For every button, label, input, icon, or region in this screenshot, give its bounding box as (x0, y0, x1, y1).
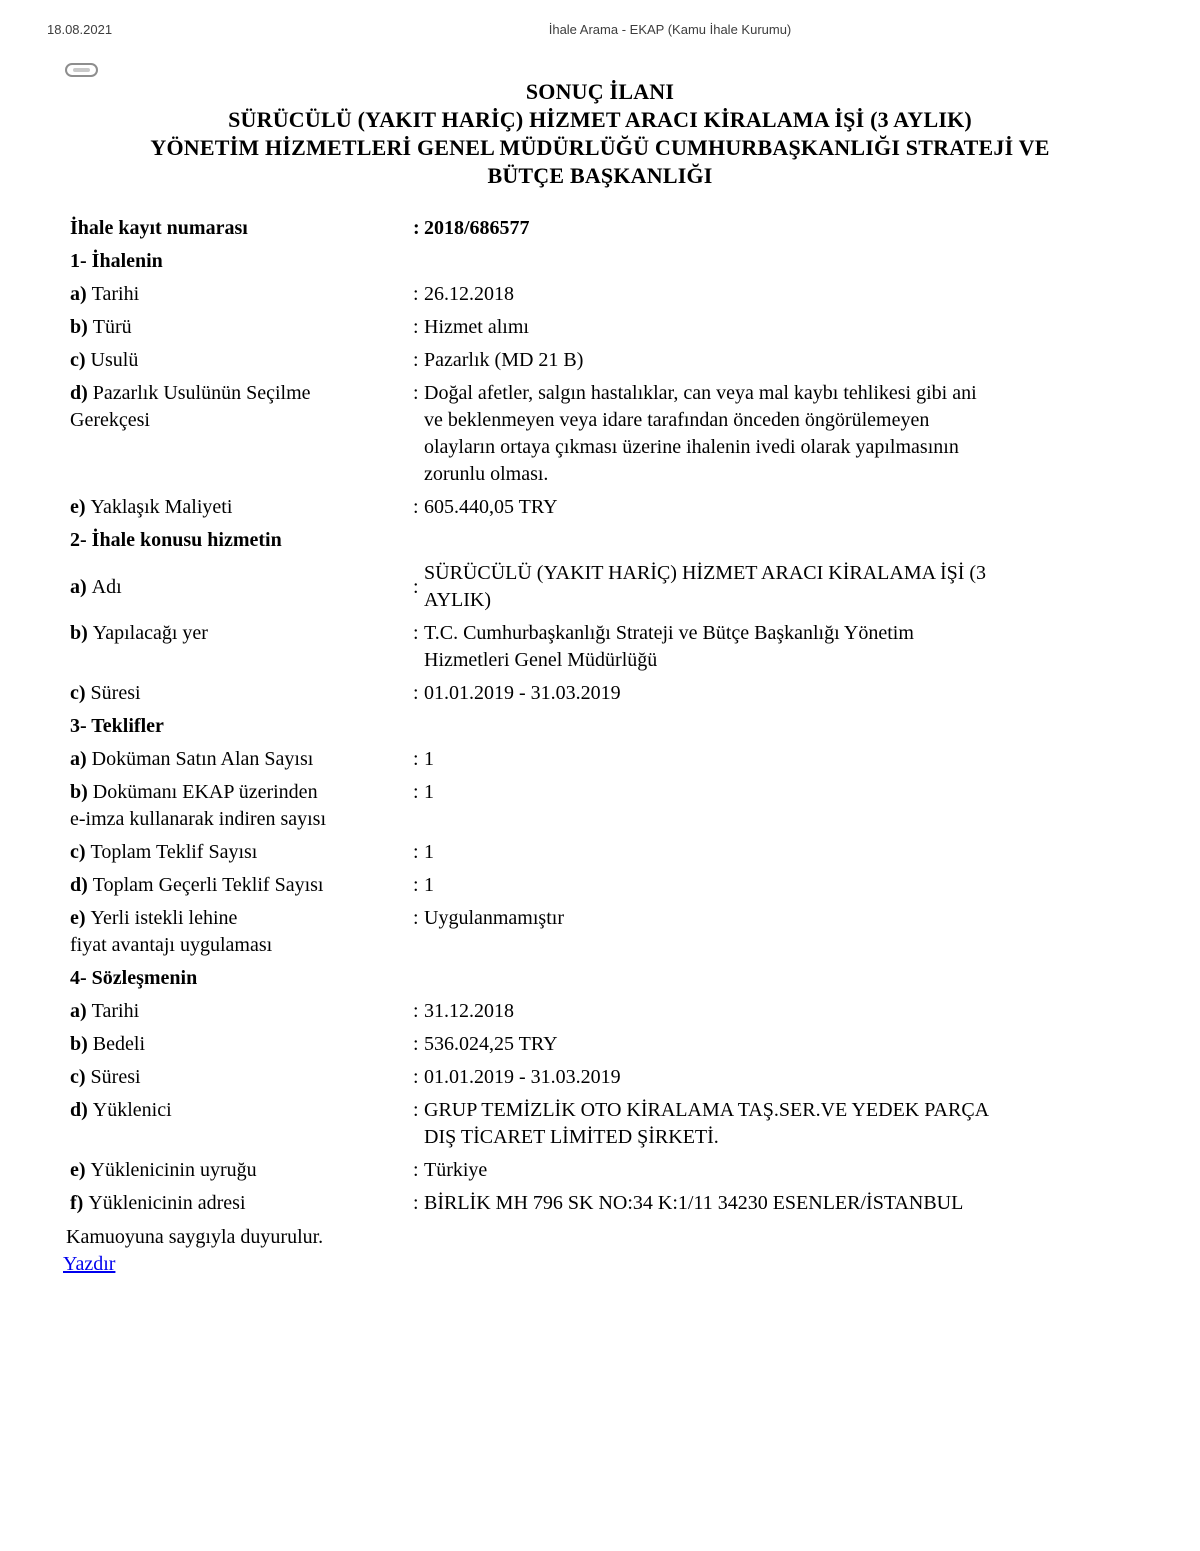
section-title: 2- İhale konusu hizmetin (70, 529, 282, 551)
section-row (70, 710, 989, 743)
document-header-title: İhale Arama - EKAP (Kamu İhale Kurumu) (548, 22, 792, 37)
table-row (70, 743, 989, 776)
row-letter: b) (70, 1033, 88, 1055)
colon-separator: : (413, 781, 419, 803)
table-row (70, 776, 989, 836)
row-label: b) Türü (70, 316, 132, 338)
table-row (70, 902, 989, 962)
row-letter: f) (70, 1192, 84, 1214)
row-label: f) Yüklenicinin adresi (70, 1192, 246, 1214)
colon-separator: : (413, 1192, 419, 1214)
table-row (70, 557, 989, 617)
colon-separator: : (413, 496, 419, 518)
row-label: İhale kayıt numarası (70, 217, 248, 239)
row-letter: a) (70, 283, 87, 305)
row-label: d) Yüklenici (70, 1099, 172, 1121)
table-row (70, 344, 989, 377)
section-title: 4- Sözleşmenin (70, 967, 198, 989)
row-value: Uygulanmamıştır (424, 907, 564, 929)
row-letter: c) (70, 841, 86, 863)
tender-details-table (70, 212, 989, 1220)
table-row (70, 1154, 989, 1187)
row-letter: b) (70, 622, 88, 644)
colon-separator: : (413, 622, 419, 644)
row-label: b) Yapılacağı yer (70, 622, 208, 644)
row-value: SÜRÜCÜLÜ (YAKIT HARİÇ) HİZMET ARACI KİRALAMA İŞİ (3 AYLIK) (424, 562, 987, 611)
print-date: 18.08.2021 (47, 22, 113, 37)
announcement-title: SONUÇ İLANI (525, 79, 675, 104)
colon-separator: : (413, 217, 420, 239)
table-row (70, 617, 989, 677)
row-value: Hizmet alımı (424, 316, 529, 338)
row-letter: a) (70, 1000, 87, 1022)
colon-separator: : (413, 575, 419, 598)
row-label: d) Toplam Geçerli Teklif Sayısı (70, 874, 324, 896)
row-label: e) Yerli istekli lehine fiyat avantajı uygulaması (70, 907, 273, 956)
colon-separator: : (413, 874, 419, 896)
table-row (70, 1094, 989, 1154)
row-letter: d) (70, 382, 88, 404)
row-label: c) Süresi (70, 1066, 141, 1088)
section-row (70, 524, 989, 557)
table-row (70, 1028, 989, 1061)
table-row (70, 491, 989, 524)
row-value: 31.12.2018 (424, 1000, 514, 1022)
row-value: BİRLİK MH 796 SK NO:34 K:1/11 34230 ESENLER/İSTANBUL (424, 1192, 964, 1214)
row-label: b) Dokümanı EKAP üzerinden e-imza kullanarak indiren sayısı (70, 781, 327, 830)
announcement-subtitle-line: YÖNETİM HİZMETLERİ GENEL MÜDÜRLÜĞÜ CUMHURBAŞKANLIĞI STRATEJİ VE (150, 135, 1050, 160)
row-label: d) Pazarlık Usulünün Seçilme Gerekçesi (70, 382, 311, 431)
collapse-pill-icon (73, 68, 90, 72)
row-value: 26.12.2018 (424, 283, 514, 305)
table-row (70, 869, 989, 902)
row-label: c) Süresi (70, 682, 141, 704)
row-letter: e) (70, 1159, 86, 1181)
announcement-subtitle-line: SÜRÜCÜLÜ (YAKIT HARİÇ) HİZMET ARACI KİRALAMA İŞİ (3 AYLIK) (228, 107, 972, 132)
row-label: a) Tarihi (70, 1000, 140, 1022)
table-row (70, 995, 989, 1028)
table-row (70, 212, 989, 245)
row-letter: c) (70, 682, 86, 704)
closing-note: Kamuoyuna saygıyla duyurulur. (66, 1226, 324, 1248)
colon-separator: : (413, 748, 419, 770)
row-label: a) Tarihi (70, 283, 140, 305)
row-letter: d) (70, 1099, 88, 1121)
row-value: Doğal afetler, salgın hastalıklar, can veya mal kaybı tehlikesi gibi ani ve beklenmeyen veya idare tarafından önceden öngörülemeyen olayların ortaya çıkması üzerine ihalenin ivedi olarak yapılmasının zorunlu olması. (424, 382, 977, 485)
colon-separator: : (413, 907, 419, 929)
row-label: e) Yaklaşık Maliyeti (70, 496, 233, 518)
row-letter: d) (70, 874, 88, 896)
colon-separator: : (413, 316, 419, 338)
colon-separator: : (413, 682, 419, 704)
row-value: 01.01.2019 - 31.03.2019 (424, 682, 621, 704)
colon-separator: : (413, 283, 419, 305)
row-value: 01.01.2019 - 31.03.2019 (424, 1066, 621, 1088)
row-value: 1 (424, 781, 434, 803)
row-label: a) Adı (70, 575, 122, 598)
row-value: GRUP TEMİZLİK OTO KİRALAMA TAŞ.SER.VE YEDEK PARÇA DIŞ TİCARET LİMİTED ŞİRKETİ. (424, 1099, 990, 1148)
row-value: 2018/686577 (424, 217, 530, 239)
colon-separator: : (413, 1099, 419, 1121)
section-title: 3- Teklifler (70, 715, 164, 737)
row-label: c) Usulü (70, 349, 139, 371)
colon-separator: : (413, 1159, 419, 1181)
row-label: a) Doküman Satın Alan Sayısı (70, 748, 314, 770)
table-row (70, 677, 989, 710)
row-value: 1 (424, 748, 434, 770)
colon-separator: : (413, 1066, 419, 1088)
section-row (70, 962, 989, 995)
row-value: 1 (424, 874, 434, 896)
row-value: Türkiye (424, 1159, 488, 1181)
row-letter: b) (70, 781, 88, 803)
table-row (70, 1061, 989, 1094)
table-row (70, 377, 989, 491)
row-value: 605.440,05 TRY (424, 496, 558, 518)
row-letter: c) (70, 349, 86, 371)
table-row (70, 311, 989, 344)
colon-separator: : (413, 1000, 419, 1022)
announcement-subtitle (0, 106, 1200, 190)
row-letter: e) (70, 496, 86, 518)
announcement-subtitle-line: BÜTÇE BAŞKANLIĞI (487, 163, 713, 188)
colon-separator: : (413, 349, 419, 371)
row-letter: a) (70, 575, 87, 598)
row-letter: e) (70, 907, 86, 929)
collapse-pill-button[interactable] (65, 63, 98, 77)
print-link[interactable]: Yazdır (63, 1253, 116, 1275)
colon-separator: : (413, 382, 419, 404)
table-row (70, 278, 989, 311)
row-label: e) Yüklenicinin uyruğu (70, 1159, 257, 1181)
row-letter: b) (70, 316, 88, 338)
row-letter: a) (70, 748, 87, 770)
section-row (70, 245, 989, 278)
table-row (70, 1187, 989, 1220)
section-title: 1- İhalenin (70, 250, 163, 272)
row-value: 536.024,25 TRY (424, 1033, 558, 1055)
row-label: b) Bedeli (70, 1033, 146, 1055)
row-label: c) Toplam Teklif Sayısı (70, 841, 258, 863)
table-row (70, 836, 989, 869)
row-value: T.C. Cumhurbaşkanlığı Strateji ve Bütçe Başkanlığı Yönetim Hizmetleri Genel Müdürlüğü (424, 622, 914, 671)
colon-separator: : (413, 841, 419, 863)
row-value: Pazarlık (MD 21 B) (424, 349, 584, 371)
row-value: 1 (424, 841, 434, 863)
row-letter: c) (70, 1066, 86, 1088)
print-header (0, 22, 1200, 40)
colon-separator: : (413, 1033, 419, 1055)
